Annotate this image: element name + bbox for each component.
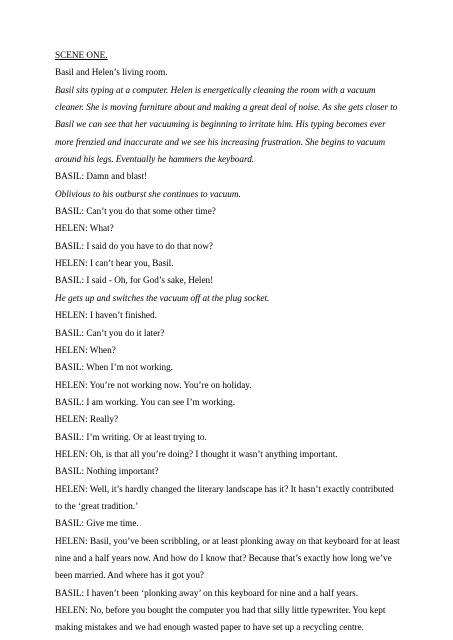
dialogue-line: BASIL: Damn and blast! bbox=[55, 171, 148, 182]
stage-direction-line: Basil sits typing at a computer. Helen is energetically cleaning the room with a vacuum bbox=[55, 84, 376, 95]
stage-direction-line: more frenzied and inaccurate and we see his increasing frustration. She begins to vacuum bbox=[55, 136, 386, 147]
dialogue-line: HELEN: You’re not working now. You’re on holiday. bbox=[55, 379, 252, 390]
dialogue-line: HELEN: What? bbox=[55, 223, 114, 234]
stage-direction-line: Basil we can see that her vacuuming is beginning to irritate him. His typing becomes ever bbox=[55, 119, 386, 130]
dialogue-line: HELEN: I can’t hear you, Basil. bbox=[55, 258, 174, 269]
dialogue-line: nine and a half years now. And how do I know that? Because that’s exactly how long we’ve bbox=[55, 552, 392, 563]
dialogue-line: BASIL: I said - Oh, for God’s sake, Helen! bbox=[55, 275, 214, 286]
scene-heading: SCENE ONE. bbox=[55, 50, 108, 60]
stage-direction-line: He gets up and switches the vacuum off at the plug socket. bbox=[55, 292, 270, 303]
dialogue-line: making mistakes and we had enough wasted paper to have set up a recycling centre. bbox=[55, 622, 364, 633]
dialogue-line: BASIL: Nothing important? bbox=[55, 466, 159, 477]
dialogue-line: BASIL: I’m writing. Or at least trying to. bbox=[55, 431, 207, 442]
dialogue-line: BASIL: Can’t you do it later? bbox=[55, 327, 165, 338]
dialogue-line: BASIL: When I’m not working. bbox=[55, 362, 173, 373]
dialogue-line: HELEN: No, before you bought the computer you had that silly little typewriter. You kept bbox=[55, 605, 386, 615]
dialogue-line: Basil and Helen’s living room. bbox=[55, 67, 168, 78]
dialogue-line: HELEN: When? bbox=[55, 344, 116, 355]
dialogue-line: HELEN: Really? bbox=[55, 414, 119, 425]
dialogue-line: HELEN: Basil, you’ve been scribbling, or at least plonking away on that keyboard for at least bbox=[55, 535, 400, 546]
stage-direction-line: Oblivious to his outburst she continues to vacuum. bbox=[55, 188, 241, 199]
dialogue-line: BASIL: I haven’t been ‘plonking away’ on this keyboard for nine and a half years. bbox=[55, 587, 359, 598]
dialogue-line: BASIL: I said do you have to do that now? bbox=[55, 240, 213, 251]
dialogue-line: BASIL: Give me time. bbox=[55, 518, 139, 529]
script-text bbox=[55, 47, 405, 637]
dialogue-line: BASIL: Can’t you do that some other time? bbox=[55, 206, 216, 217]
dialogue-line: HELEN: I haven’t finished. bbox=[55, 310, 157, 321]
dialogue-line: BASIL: I am working. You can see I’m working. bbox=[55, 396, 235, 407]
dialogue-line: to the ‘great tradition.’ bbox=[55, 500, 139, 511]
dialogue-line: HELEN: Oh, is that all you’re doing? I thought it wasn’t anything important. bbox=[55, 448, 338, 459]
stage-direction-line: cleaner. She is moving furniture about and making a great deal of noise. As she gets closer to bbox=[55, 102, 398, 113]
dialogue-line: HELEN: Well, it’s hardly changed the literary landscape has it? It hasn’t exactly contributed bbox=[55, 483, 394, 494]
dialogue-line: been married. And where has it got you? bbox=[55, 570, 204, 581]
stage-direction-line: around his legs. Eventually he hammers the keyboard. bbox=[55, 154, 255, 165]
